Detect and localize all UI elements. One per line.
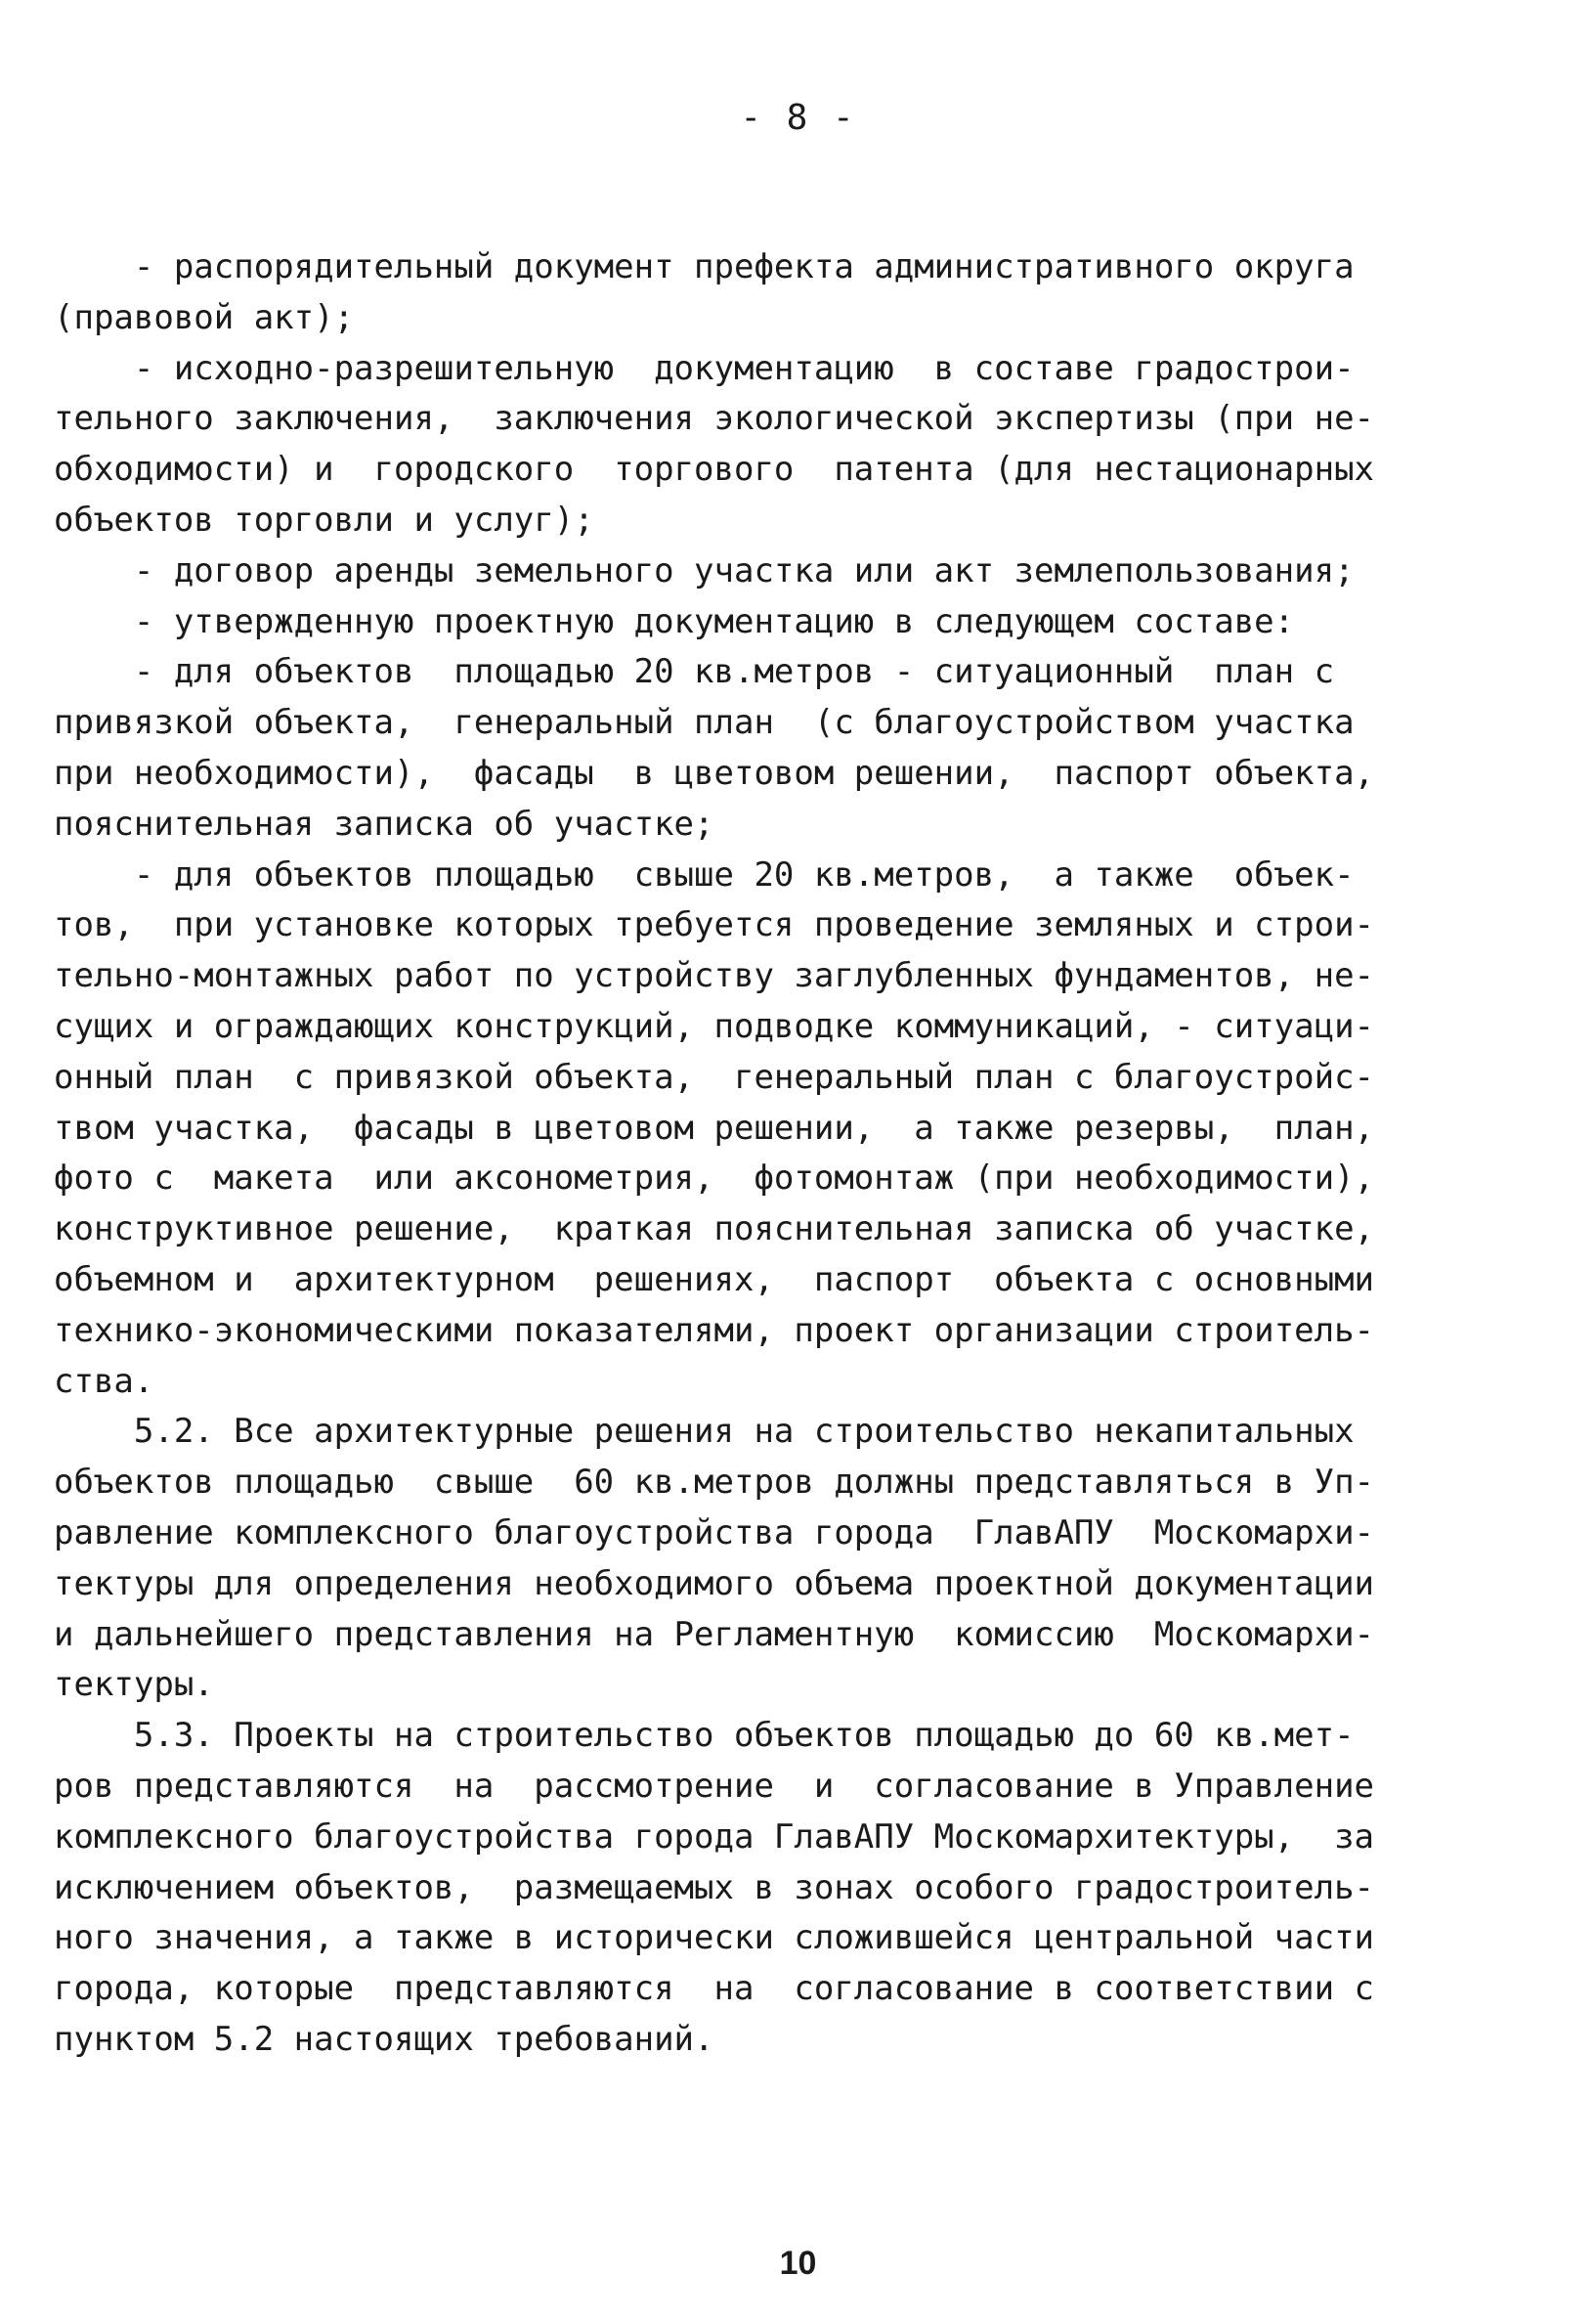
text-line: исключением объектов, размещаемых в зонах особого градостроитель- (54, 1867, 1375, 1907)
text-line: - утвержденную проектную документацию в следующем составе: (54, 601, 1295, 641)
text-line: тов, при установке которых требуется проведение земляных и строи- (54, 905, 1375, 945)
text-line: онный план с привязкой объекта, генеральный план с благоустройс- (54, 1057, 1375, 1097)
text-line: фото с макета или аксонометрия, фотомонтаж (при необходимости), (54, 1158, 1375, 1199)
text-line: равление комплексного благоустройства города ГлавАПУ Москомархи- (54, 1512, 1375, 1552)
text-line: - распорядительный документ префекта административного округа (54, 247, 1355, 286)
text-line: пунктом 5.2 настоящих требований. (54, 2019, 714, 2059)
text-line: твом участка, фасады в цветовом решении, а также резервы, план, (54, 1108, 1375, 1148)
text-line: объемном и архитектурном решениях, паспорт объекта с основными (54, 1259, 1375, 1299)
text-line: - для объектов площадью 20 кв.метров - ситуационный план с (54, 652, 1335, 692)
text-line: сущих и ограждающих конструкций, подводке коммуникаций, - ситуаци- (54, 1006, 1375, 1046)
text-line: тельного заключения, заключения экологической экспертизы (при не- (54, 399, 1375, 439)
text-line: комплексного благоустройства города ГлавАПУ Москомархитектуры, за (54, 1816, 1375, 1857)
text-line: - для объектов площадью свыше 20 кв.метров, а также объек- (54, 854, 1355, 895)
page-number: 10 (779, 2245, 817, 2282)
text-line: обходимости) и городского торгового патента (для нестационарных (54, 450, 1375, 490)
text-line: ства. (54, 1361, 154, 1401)
text-line: 5.3. Проекты на строительство объектов площадью до 60 кв.мет- (54, 1716, 1355, 1756)
text-line: объектов площадью свыше 60 кв.метров должны представляться в Уп- (54, 1463, 1375, 1503)
text-line: - договор аренды земельного участка или акт землепользования; (54, 550, 1355, 590)
text-line: тектуры. (54, 1665, 214, 1705)
text-line: объектов торговли и услуг); (54, 500, 594, 540)
text-line: ного значения, а также в исторически сложившейся центральной части (54, 1918, 1375, 1958)
text-line: города, которые представляются на согласование в соответствии с (54, 1969, 1375, 2009)
text-line: при необходимости), фасады в цветовом решении, паспорт объекта, (54, 753, 1375, 793)
text-line: (правовой акт); (54, 297, 355, 337)
text-line: пояснительная записка об участке; (54, 804, 714, 844)
text-line: - исходно-разрешительную документацию в составе градострои- (54, 348, 1355, 388)
text-line: привязкой объекта, генеральный план (с благоустройством участка (54, 703, 1355, 743)
page-marker: - 8 - (740, 98, 856, 138)
document-body (54, 242, 1393, 2066)
text-line: и дальнейшего представления на Регламентную комиссию Москомархи- (54, 1614, 1375, 1654)
text-line: тектуры для определения необходимого объема проектной документации (54, 1563, 1375, 1603)
text-line: тельно-монтажных работ по устройству заглубленных фундаментов, не- (54, 956, 1375, 996)
text-line: 5.2. Все архитектурные решения на строительство некапитальных (54, 1412, 1355, 1452)
text-line: технико-экономическими показателями, проект организации строитель- (54, 1310, 1375, 1350)
text-line: ров представляются на рассмотрение и согласование в Управление (54, 1766, 1375, 1806)
text-line: конструктивное решение, краткая пояснительная записка об участке, (54, 1209, 1375, 1249)
